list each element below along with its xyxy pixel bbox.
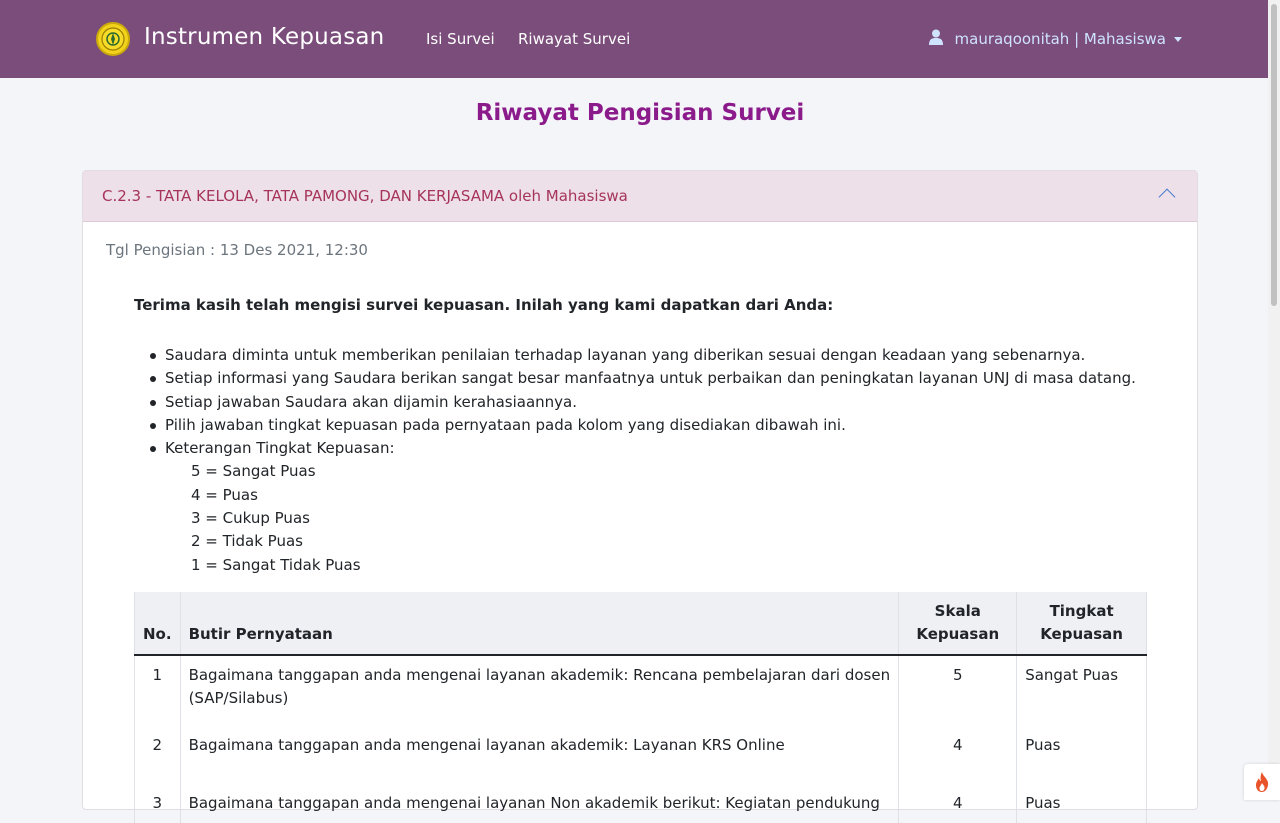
scrollbar-thumb[interactable] xyxy=(1271,4,1277,306)
col-level-line2: Kepuasan xyxy=(1040,625,1123,643)
scale-item: 4 = Puas xyxy=(191,485,258,504)
scale-legend-title: Keterangan Tingkat Kepuasan: xyxy=(165,439,395,458)
nav-riwayat-survei[interactable]: Riwayat Survei xyxy=(518,30,631,48)
results-table xyxy=(134,592,1147,823)
row-level: Sangat Puas xyxy=(1017,655,1147,718)
col-scale-line1: Skala xyxy=(934,602,981,620)
row-level: Puas xyxy=(1017,718,1147,765)
scale-item: 3 = Cukup Puas xyxy=(191,509,310,528)
row-no: 1 xyxy=(135,655,181,718)
row-level: Puas xyxy=(1017,765,1147,823)
row-no: 2 xyxy=(135,718,181,765)
row-scale: 4 xyxy=(899,718,1017,765)
brand-title[interactable]: Instrumen Kepuasan xyxy=(144,24,385,50)
scale-item: 1 = Sangat Tidak Puas xyxy=(191,555,361,574)
row-scale: 4 xyxy=(899,765,1017,823)
fill-date: Tgl Pengisian : 13 Des 2021, 12:30 xyxy=(106,241,368,259)
intro-text: Terima kasih telah mengisi survei kepuasan. Inilah yang kami dapatkan dari Anda: xyxy=(134,296,834,314)
col-statement: Butir Pernyataan xyxy=(180,592,899,655)
survey-accordion-header[interactable] xyxy=(83,171,1197,222)
fire-icon[interactable] xyxy=(1244,764,1280,800)
table-header-row xyxy=(135,592,1147,655)
row-statement: Bagaimana tanggapan anda mengenai layanan akademik: Rencana pembelajaran dari dosen (SAP/Silabus) xyxy=(180,655,899,718)
user-icon xyxy=(929,29,943,49)
col-level xyxy=(1017,592,1147,655)
col-level-line1: Tingkat xyxy=(1049,602,1114,620)
row-statement: Bagaimana tanggapan anda mengenai layanan akademik: Layanan KRS Online xyxy=(180,718,899,765)
list-item: Setiap jawaban Saudara akan dijamin kerahasiaannya. xyxy=(150,391,1136,414)
row-statement: Bagaimana tanggapan anda mengenai layanan Non akademik berikut: Kegiatan pendukung xyxy=(180,765,899,823)
chevron-up-icon[interactable] xyxy=(1159,189,1176,206)
table-row xyxy=(135,718,1147,765)
list-item xyxy=(150,437,1136,577)
scale-legend xyxy=(165,460,1136,576)
table-row xyxy=(135,765,1147,823)
col-scale-line2: Kepuasan xyxy=(916,625,1000,643)
list-item: Saudara diminta untuk memberikan penilaian terhadap layanan yang diberikan sesuai dengan keadaan yang sebenarnya. xyxy=(150,344,1136,367)
scale-item: 5 = Sangat Puas xyxy=(191,462,316,481)
navbar xyxy=(0,0,1268,78)
row-no: 3 xyxy=(135,765,181,823)
col-no: No. xyxy=(135,592,181,655)
page-title: Riwayat Pengisian Survei xyxy=(475,100,805,126)
table-row xyxy=(135,655,1147,718)
col-scale xyxy=(899,592,1017,655)
nav-isi-survei[interactable]: Isi Survei xyxy=(426,30,495,48)
row-scale: 5 xyxy=(899,655,1017,718)
survey-header-title: C.2.3 - TATA KELOLA, TATA PAMONG, DAN KERJASAMA oleh Mahasiswa xyxy=(102,187,628,205)
user-label: mauraqoonitah | Mahasiswa xyxy=(954,30,1166,48)
list-item: Pilih jawaban tingkat kepuasan pada pernyataan pada kolom yang disediakan dibawah ini. xyxy=(150,414,1136,437)
chevron-down-icon xyxy=(1174,37,1182,42)
scale-item: 2 = Tidak Puas xyxy=(191,532,303,551)
survey-card xyxy=(82,170,1198,810)
instructions-list xyxy=(150,344,1136,577)
unj-logo-icon[interactable] xyxy=(96,22,130,56)
list-item: Setiap informasi yang Saudara berikan sangat besar manfaatnya untuk perbaikan dan peningkatan layanan UNJ di masa datang. xyxy=(150,367,1136,390)
user-dropdown[interactable] xyxy=(929,29,1182,49)
